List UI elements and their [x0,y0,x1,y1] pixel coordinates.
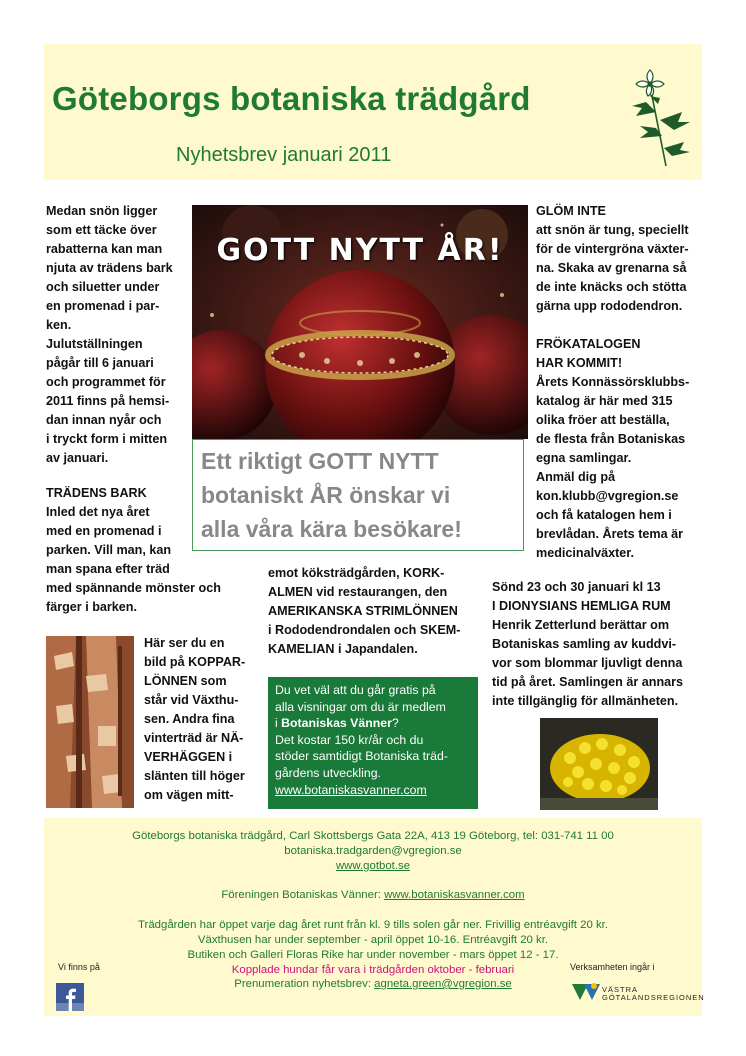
membership-text [275,682,475,798]
friends-label: Föreningen Botaniskas Vänner: [221,889,385,901]
intro-text: Medan snön ligger som ett täcke över rabatterna kan man njuta av trädens bark och siluetter under en promenad i par- ken. Julutställningen pågår till 6 januari och programmet för 2011 finns på hemsi- dan innan nyår och i tryckt form i mitten av januari. [46,204,173,465]
facebook-icon[interactable] [56,983,84,1011]
newsletter-subtitle: Nyhetsbrev januari 2011 [176,144,392,166]
dionysia-event-text: Sönd 23 och 30 januari kl 13 I DIONYSIANS HEMLIGA RUM Henrik Zetterlund berättar om Botaniskas samling av kuddvi- vor som blommar ljuvligt denna tid på året. Samlingen är annars inte tillgänglig för allmänheten. [492,580,684,708]
footer-dogs-info: Kopplade hundar får vara i trädgården oktober - februari [231,964,515,976]
copper-maple-bark-photo [46,636,134,808]
footer-friends-link[interactable]: www.botaniskasvanner.com [384,889,525,901]
gotbot-website-link[interactable]: www.gotbot.se [335,860,411,872]
footer-email[interactable]: botaniska.tradgarden@vgregion.se [284,845,462,857]
footer-friends-row [44,889,702,901]
footer-hours-garden: Trädgården har öppet varje dag året runt från kl. 9 tills solen går ner. Frivillig entréavgift 20 kr. [138,919,608,931]
membership-line1: Du vet väl att du går gratis på alla visningar om du är medlem i [275,683,446,731]
footer-hours-shop: Butiken och Galleri Floras Rike har under november - mars öppet 12 - 17. [187,949,559,961]
gott-nytt-ar-banner: GOTT NYTT ÅR! [216,233,504,268]
new-year-greeting: Ett riktigt GOTT NYTT botaniskt ÅR önskar vi alla våra kära besökare! [201,448,462,542]
friends-website-link[interactable]: www.botaniskasvanner.com [275,782,427,797]
reminder-and-catalog-text: GLÖM INTE att snön är tung, speciellt för de vintergröna växter- na. Skaka av grenarna så de inte knäcks och stötta gärna upp rododendron. FRÖKATALOGEN HAR KOMMIT! Årets Konnässörsklubbs- katalog är här med 315 olika fröer att beställa, de flesta från Botaniskas egna samlingar. Anmäl dig på kon.klubb@vgregion.se och få katalogen hem i brevlådan. Årets tema är medicinalväxter. [536,204,690,560]
vgr-mark-icon [570,980,604,1004]
membership-line2: ? Det kostar 150 kr/år och du stöder samtidigt Botaniska träd- gårdens utveckling. [275,716,448,780]
find-us-label: Vi finns på [58,962,100,972]
vastra-gotalandsregionen-logo [570,980,705,1010]
tree-bark-section: TRÄDENS BARK Inled det nya året med en promenad i parken. Vill man, kan man spana efter träd med spännande mönster och färger i barken. [46,486,221,614]
subscribe-email-link[interactable]: agneta.green@vgregion.se [374,978,512,990]
footer-address: Göteborgs botaniska trädgård, Carl Skottsbergs Gata 22A, 413 19 Göteborg, tel: 031-741 11 00 [132,830,614,842]
vgr-name-line1: VÄSTRA [602,985,639,994]
friends-name: Botaniskas Vänner [281,716,392,731]
part-of-label: Verksamheten ingår i [570,962,655,972]
christmas-ornament-photo [192,205,528,439]
footer-web-row [44,860,702,872]
copper-maple-caption: Här ser du en bild på KOPPAR- LÖNNEN som står vid Växthu- sen. Andra fina vinterträd är NÄ- VERHÄGGEN i slänten till höger om vägen mitt- [144,636,246,802]
footer-hours-greenhouse: Växthusen har under september - april öppet 10-16. Entréavgift 20 kr. [197,934,549,946]
anemone-flower-icon [620,62,700,172]
subscribe-label: Prenumeration nyhetsbrev: [234,978,375,990]
yellow-cushion-plant-photo [540,718,658,810]
trees-continued-text: emot köksträdgården, KORK- ALMEN vid restaurangen, den AMERIKANSKA STRIMLÖNNEN i Rododendrondalen och SKEM- KAMELIAN i Japandalen. [268,566,461,656]
page-title: Göteborgs botaniska trädgård [52,80,531,117]
vgr-name-line2: GÖTALANDSREGIONEN [602,993,705,1002]
